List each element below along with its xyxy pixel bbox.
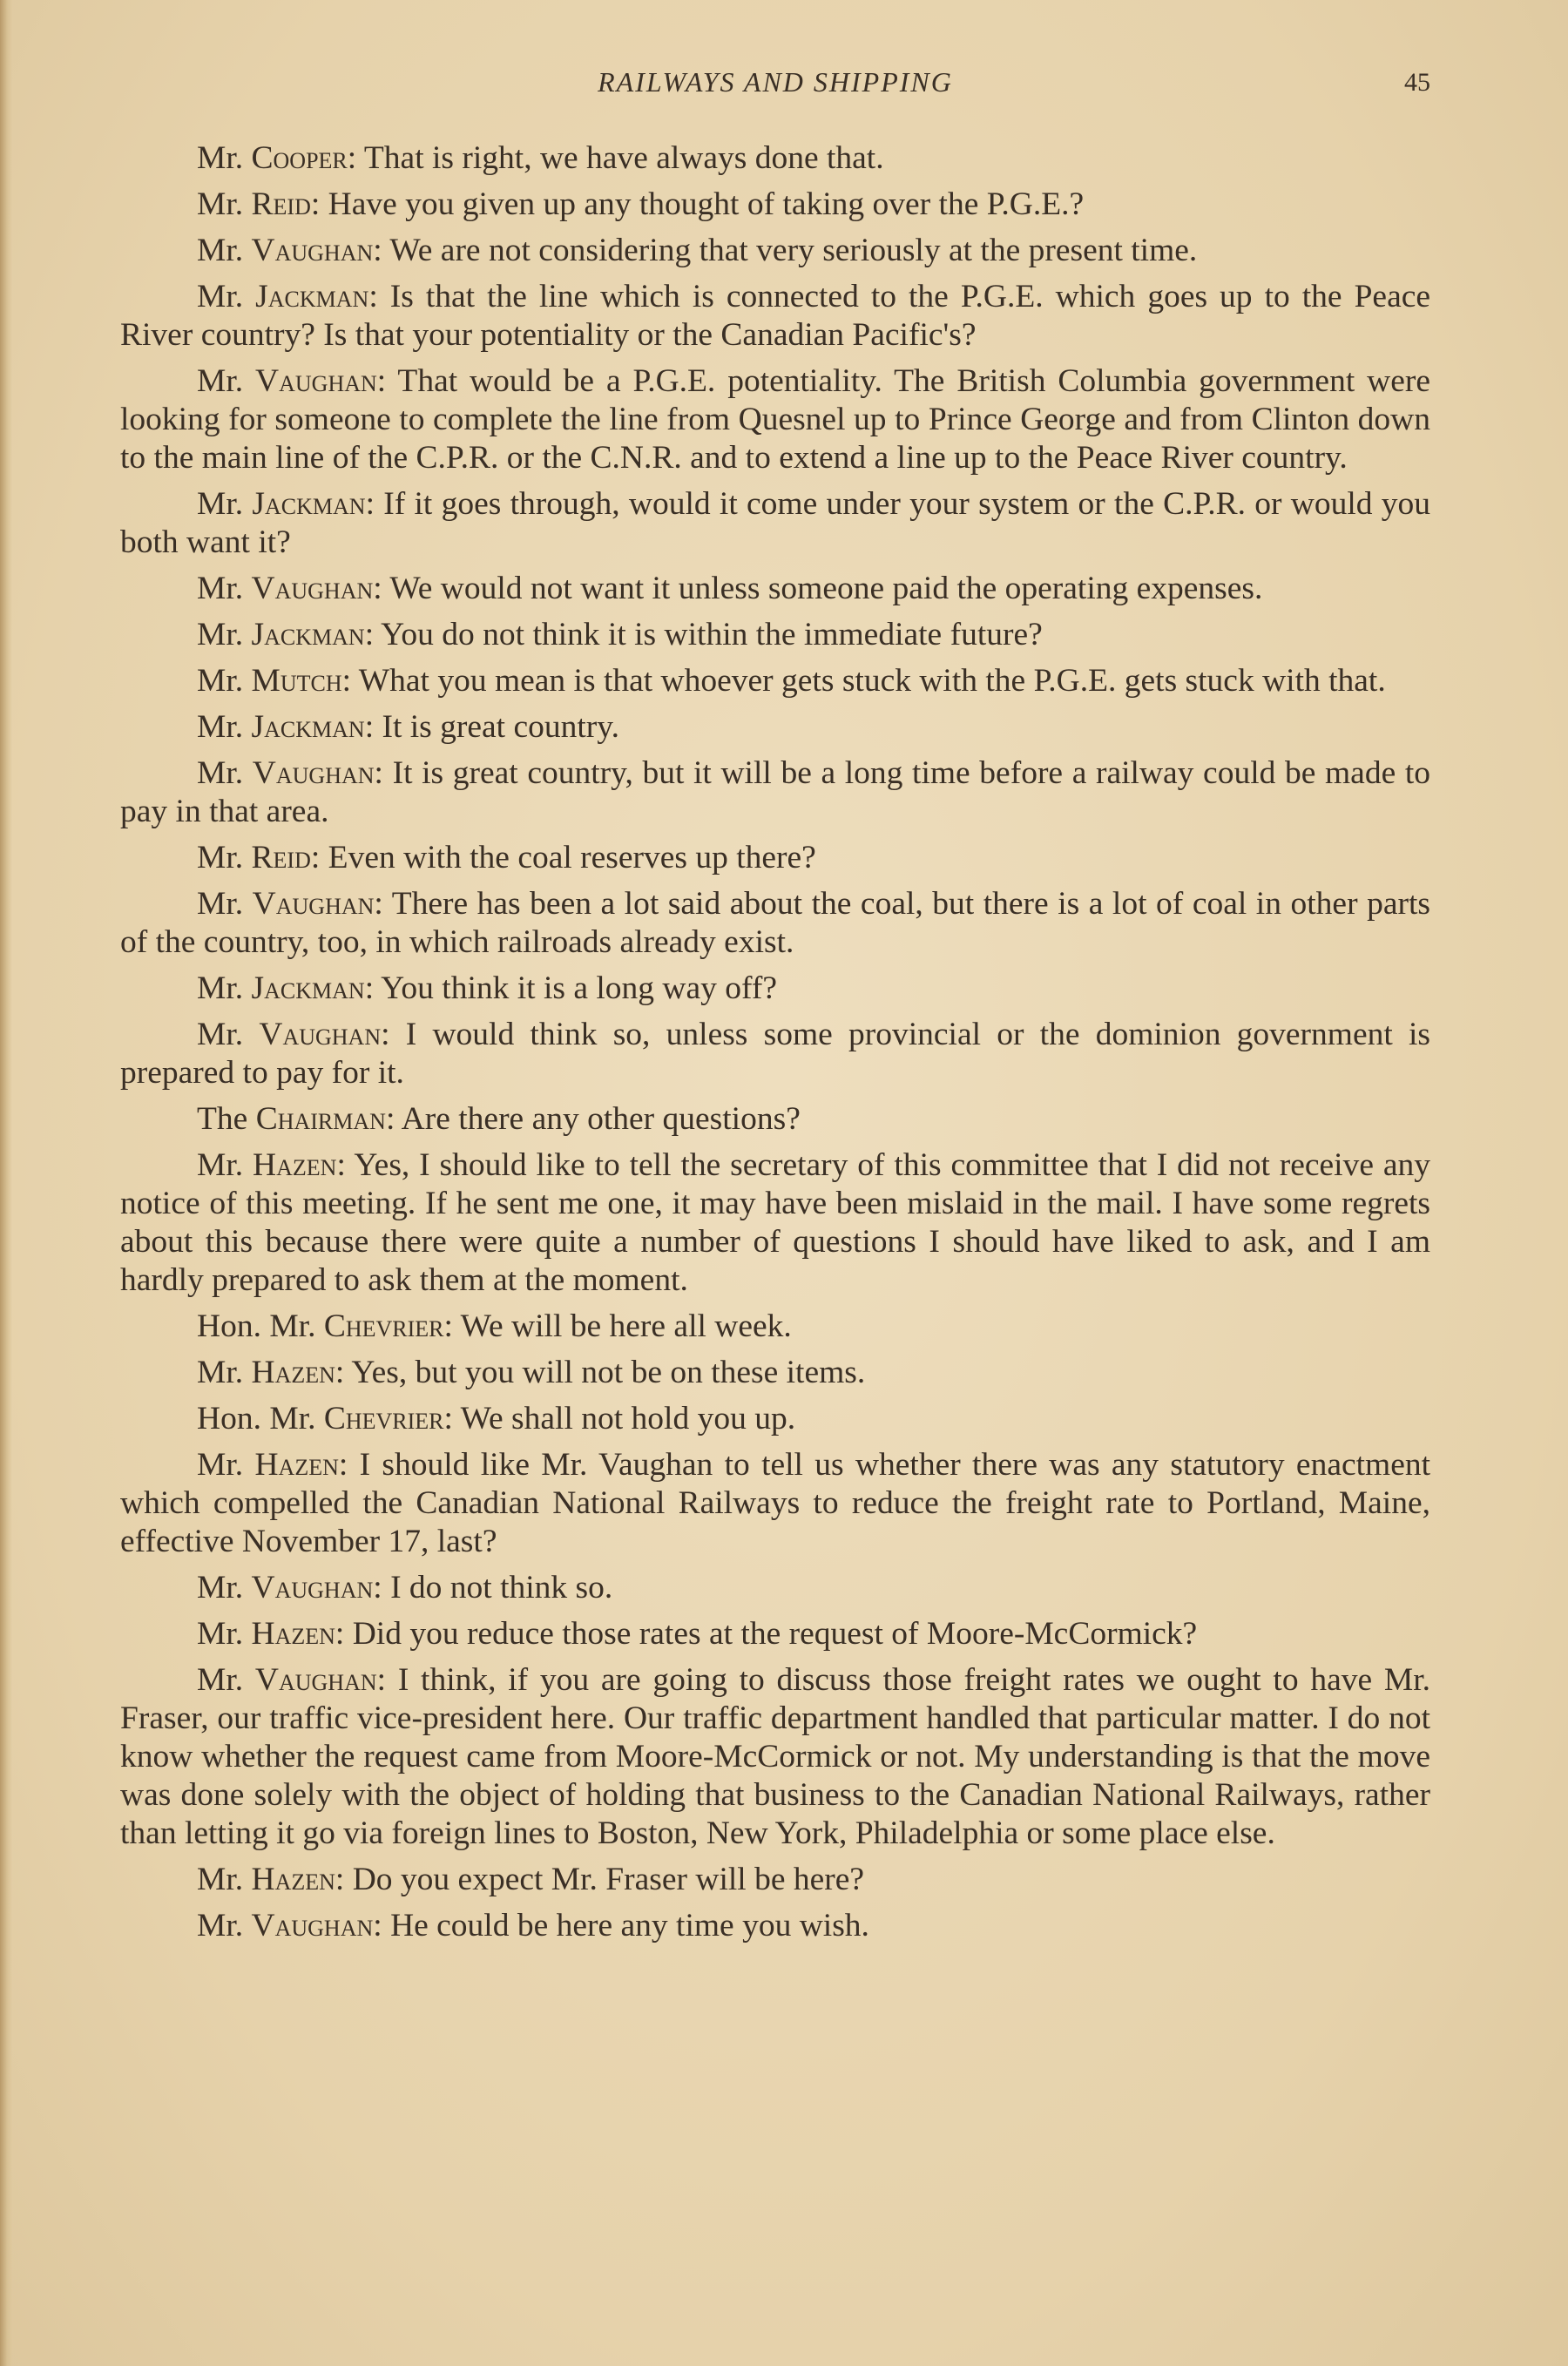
transcript-paragraph: Mr. Cooper: That is right, we have always done that.	[197, 140, 884, 176]
statement-text: You think it is a long way off?	[381, 970, 777, 1006]
transcript-paragraph: Mr. Vaughan: We would not want it unless someone paid the operating expenses.	[197, 571, 1263, 606]
transcript-paragraph: Mr. Vaughan: We are not considering that very seriously at the present time.	[197, 233, 1198, 268]
speaker-title: Mr.	[197, 1017, 244, 1052]
statement-text: We will be here all week.	[460, 1308, 792, 1344]
speaker-name: Vaughan	[251, 1908, 374, 1944]
transcript-paragraph: Mr. Jackman: You do not think it is within the immediate future?	[197, 617, 1043, 652]
speaker-title: Mr.	[197, 571, 244, 606]
speaker-name: Jackman	[252, 486, 366, 522]
transcript-paragraph: Mr. Reid: Even with the coal reserves up there?	[197, 840, 816, 875]
speaker-name: Vaughan	[259, 1017, 382, 1052]
speaker-title: Mr.	[197, 755, 244, 791]
speaker-title: Mr.	[197, 709, 244, 745]
transcript-paragraph: Mr. Hazen: Yes, I should like to tell the secretary of this committee that I did not receive any notice of this meeting. If he sent me one, it may have been mislaid in the mail. I have some regrets about this because there were quite a number of questions I should have liked to ask, and I am hardly prepared to ask them at the moment.	[120, 1147, 1431, 1298]
speaker-name: Jackman	[255, 279, 369, 314]
transcript-paragraph: Mr. Jackman: Is that the line which is connected to the P.G.E. which goes up to the Peace River country? Is that your potentiality or the Canadian Pacific's?	[120, 279, 1431, 353]
speaker-name: Vaughan	[254, 1662, 377, 1698]
transcript-paragraph: Mr. Vaughan: I think, if you are going to discuss those freight rates we ought to have Mr. Fraser, our traffic vice-president here. Our traffic department handled that particular matter. I do not know whether the request came from Moore-McCormick or not. My understanding is that the move was done solely with the object of holding that business to the Canadian National Railways, rather than letting it go via foreign lines to Boston, New York, Philadelphia or some place else.	[120, 1662, 1430, 1851]
statement-text: It is great country.	[382, 709, 619, 745]
statement-text: I would think so, unless some provincial or the dominion government is prepared to pay for it.	[120, 1017, 1431, 1091]
statement-text: That would be a P.G.E. potentiality. The British Columbia government were looking for someone to complete the line from Quesnel up to Prince George and from Clinton down to the main line of the C.P.R. or the C.N.R. and to extend a line up to the Peace River country.	[120, 363, 1430, 476]
speaker-title: Mr.	[197, 186, 244, 222]
speaker-title: The	[197, 1101, 248, 1137]
speaker-title: Mr.	[197, 840, 244, 875]
speaker-title: Mr.	[197, 886, 244, 922]
transcript-paragraph: The Chairman: Are there any other questions?	[197, 1101, 801, 1137]
speaker-title: Mr.	[197, 1447, 244, 1483]
speaker-title: Mr.	[197, 233, 244, 268]
transcript-paragraph: Mr. Hazen: Do you expect Mr. Fraser will be here?	[197, 1862, 865, 1897]
speaker-name: Vaughan	[252, 886, 375, 922]
speaker-name: Hazen	[251, 1862, 335, 1897]
speaker-name: Hazen	[251, 1355, 335, 1390]
speaker-name: Jackman	[251, 970, 365, 1006]
running-title: RAILWAYS AND SHIPPING	[598, 66, 953, 98]
speaker-name: Vaughan	[251, 571, 374, 606]
statement-text: Yes, I should like to tell the secretary of this committee that I did not receive any notice of this meeting. If he sent me one, it may have been mislaid in the mail. I have some regrets about this because there were quite a number of questions I should have liked to ask, and I am hardly prepared to ask them at the moment.	[120, 1147, 1431, 1298]
speaker-name: Chevrier	[323, 1308, 444, 1344]
statement-text: Did you reduce those rates at the request of Moore-McCormick?	[352, 1616, 1198, 1652]
speaker-title: Mr.	[197, 363, 244, 399]
statement-text: Yes, but you will not be on these items.	[351, 1355, 866, 1390]
transcript-paragraph: Mr. Jackman: You think it is a long way off?	[197, 970, 777, 1006]
speaker-name: Vaughan	[252, 755, 375, 791]
transcript-paragraph: Mr. Vaughan: It is great country, but it will be a long time before a railway could be made to pay in that area.	[120, 755, 1431, 829]
speaker-name: Hazen	[253, 1147, 337, 1183]
transcript-paragraph: Mr. Hazen: Did you reduce those rates at the request of Moore-McCormick?	[197, 1616, 1198, 1652]
speaker-name: Mutch	[251, 663, 342, 699]
transcript-paragraph: Hon. Mr. Chevrier: We shall not hold you up.	[197, 1401, 796, 1436]
speaker-name: Jackman	[251, 617, 365, 652]
statement-text: Are there any other questions?	[401, 1101, 801, 1137]
transcript-paragraph: Mr. Hazen: I should like Mr. Vaughan to tell us whether there was any statutory enactment which compelled the Canadian National Railways to reduce the freight rate to Portland, Maine, effective November 17, last?	[120, 1447, 1431, 1559]
speaker-title: Mr.	[197, 617, 244, 652]
statement-text: What you mean is that whoever gets stuck with the P.G.E. gets stuck with that.	[358, 663, 1386, 699]
speaker-title: Hon. Mr.	[197, 1308, 316, 1344]
statement-text: Do you expect Mr. Fraser will be here?	[352, 1862, 865, 1897]
transcript-paragraph: Mr. Vaughan: He could be here any time you wish.	[197, 1908, 869, 1944]
speaker-title: Mr.	[197, 1355, 244, 1390]
transcript-paragraph: Mr. Vaughan: I would think so, unless some provincial or the dominion government is prepared to pay for it.	[120, 1017, 1431, 1091]
transcript-paragraph: Mr. Vaughan: That would be a P.G.E. potentiality. The British Columbia government were looking for someone to complete the line from Quesnel up to Prince George and from Clinton down to the main line of the C.P.R. or the C.N.R. and to extend a line up to the Peace River country.	[120, 363, 1430, 476]
speaker-title: Mr.	[197, 140, 244, 176]
speaker-title: Mr.	[197, 279, 244, 314]
statement-text: Have you given up any thought of taking over the P.G.E.?	[328, 186, 1085, 222]
page-edge	[0, 0, 12, 2366]
statement-text: We would not want it unless someone paid the operating expenses.	[389, 571, 1263, 606]
speaker-name: Chairman	[255, 1101, 386, 1137]
transcript-paragraph: Mr. Mutch: What you mean is that whoever gets stuck with the P.G.E. gets stuck with that.	[197, 663, 1386, 699]
speaker-name: Vaughan	[251, 1570, 374, 1606]
speaker-name: Hazen	[254, 1447, 339, 1483]
speaker-title: Mr.	[197, 663, 244, 699]
transcript-paragraph: Mr. Jackman: It is great country.	[197, 709, 619, 745]
transcript-paragraph: Mr. Vaughan: There has been a lot said about the coal, but there is a lot of coal in other parts of the country, too, in which railroads already exist.	[120, 886, 1430, 960]
page-number: 45	[1404, 68, 1430, 97]
speaker-title: Mr.	[197, 486, 244, 522]
speaker-name: Vaughan	[251, 233, 374, 268]
statement-text: It is great country, but it will be a long time before a railway could be made to pay in that area.	[120, 755, 1431, 829]
transcript-paragraph: Mr. Vaughan: I do not think so.	[197, 1570, 613, 1606]
speaker-title: Mr.	[197, 970, 244, 1006]
speaker-title: Mr.	[197, 1616, 244, 1652]
transcript-paragraph: Mr. Hazen: Yes, but you will not be on these items.	[197, 1355, 866, 1390]
statement-text: I do not think so.	[390, 1570, 613, 1606]
statement-text: There has been a lot said about the coal, but there is a lot of coal in other parts of the country, too, in which railroads already exist.	[120, 886, 1430, 960]
statement-text: Even with the coal reserves up there?	[328, 840, 816, 875]
speaker-name: Cooper	[251, 140, 348, 176]
speaker-title: Mr.	[197, 1862, 244, 1897]
statement-text: We are not considering that very seriously at the present time.	[389, 233, 1198, 268]
statement-text: Is that the line which is connected to the P.G.E. which goes up to the Peace River country? Is that your potentiality or the Canadian Pacific's?	[120, 279, 1431, 353]
statement-text: We shall not hold you up.	[460, 1401, 796, 1436]
statement-text: That is right, we have always done that.	[363, 140, 884, 176]
statement-text: I should like Mr. Vaughan to tell us whether there was any statutory enactment which compelled the Canadian National Railways to reduce the freight rate to Portland, Maine, effective November 17, last?	[120, 1447, 1431, 1559]
speaker-name: Hazen	[251, 1616, 335, 1652]
speaker-title: Hon. Mr.	[197, 1401, 316, 1436]
statement-text: If it goes through, would it come under your system or the C.P.R. or would you both want it?	[120, 486, 1430, 560]
statement-text: You do not think it is within the immediate future?	[381, 617, 1043, 652]
speaker-title: Mr.	[197, 1570, 244, 1606]
speaker-title: Mr.	[197, 1908, 244, 1944]
statement-text: I think, if you are going to discuss those freight rates we ought to have Mr. Fraser, our traffic vice-president here. Our traffic department handled that particular matter. I do not know whether the request came from Moore-McCormick or not. My understanding is that the move was done solely with the object of holding that business to the Canadian National Railways, rather than letting it go via foreign lines to Boston, New York, Philadelphia or some place else.	[120, 1662, 1430, 1851]
page-header	[0, 66, 1568, 110]
speaker-title: Mr.	[197, 1662, 244, 1698]
transcript-paragraph: Mr. Jackman: If it goes through, would it come under your system or the C.P.R. or would you both want it?	[120, 486, 1430, 560]
speaker-name: Reid	[251, 840, 311, 875]
speaker-title: Mr.	[197, 1147, 244, 1183]
speaker-name: Vaughan	[255, 363, 377, 399]
statement-text: He could be here any time you wish.	[390, 1908, 869, 1944]
speaker-name: Jackman	[251, 709, 365, 745]
speaker-name: Chevrier	[323, 1401, 444, 1436]
transcript-paragraph: Hon. Mr. Chevrier: We will be here all week.	[197, 1308, 792, 1344]
transcript-paragraph: Mr. Reid: Have you given up any thought of taking over the P.G.E.?	[197, 186, 1085, 222]
transcript-body	[120, 139, 1430, 1953]
speaker-name: Reid	[251, 186, 311, 222]
